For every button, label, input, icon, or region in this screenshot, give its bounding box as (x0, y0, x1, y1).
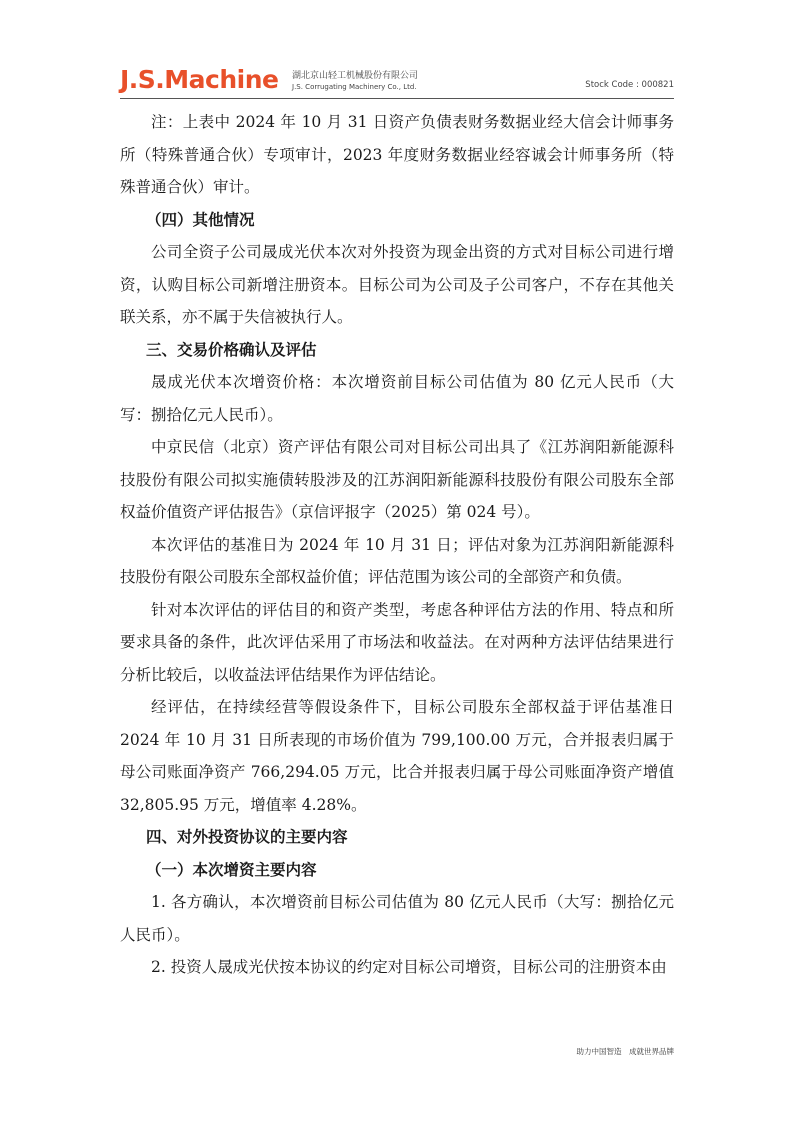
header-divider (120, 98, 674, 99)
stock-code: Stock Code : 000821 (585, 80, 674, 90)
section-4-item-1: 1. 各方确认，本次增资前目标公司估值为 80 亿元人民币（大写：捌拾亿元人民币）。 (120, 893, 674, 944)
section-3-paragraph-1: 晟成光伏本次增资价格：本次增资前目标公司估值为 80 亿元人民币（大写：捌拾亿元人民币）。 (120, 373, 674, 424)
company-logo: J.S.Machine (120, 65, 279, 94)
table-note: 注：上表中 2024 年 10 月 31 日资产负债表财务数据业经大信会计师事务所（特殊普通合伙）专项审计，2023 年度财务数据业经容诚会计师事务所（特殊普通合伙）审计。 (120, 113, 674, 196)
section-3-title: 三、交易价格确认及评估 (146, 340, 317, 359)
section-4-subsection-1-title: （一）本次增资主要内容 (146, 860, 317, 879)
section-3-paragraph-3: 本次评估的基准日为 2024 年 10 月 31 日；评估对象为江苏润阳新能源科技股份有限公司股东全部权益价值；评估范围为该公司的全部资产和负债。 (120, 535, 674, 586)
section-3-paragraph-4: 针对本次评估的评估目的和资产类型，考虑各种评估方法的作用、特点和所要求具备的条件，此次评估采用了市场法和收益法。在对两种方法评估结果进行分析比较后，以收益法评估结果作为评估结论。 (120, 600, 674, 684)
company-name-block (292, 71, 418, 93)
company-name-en: J.S. Corrugating Machinery Co., Ltd. (292, 83, 417, 91)
page-header (120, 66, 674, 96)
section-other-text: 公司全资子公司晟成光伏本次对外投资为现金出资的方式对目标公司进行增资，认购目标公司新增注册资本。目标公司为公司及子公司客户，不存在其他关联关系，亦不属于失信被执行人。 (120, 243, 674, 326)
section-3-paragraph-2: 中京民信（北京）资产评估有限公司对目标公司出具了《江苏润阳新能源科技股份有限公司拟实施债转股涉及的江苏润阳新能源科技股份有限公司股东全部权益价值资产评估报告》（京信评报字（2025）第 024 号）。 (120, 438, 674, 521)
document-body (120, 106, 674, 984)
section-other-title: （四）其他情况 (146, 210, 255, 229)
section-4-title: 四、对外投资协议的主要内容 (146, 828, 348, 846)
section-3-paragraph-5: 经评估，在持续经营等假设条件下，目标公司股东全部权益于评估基准日 2024 年 10 月 31 日所表现的市场价值为 799,100.00 万元，合并报表归属于母公司账面净资产 766,294.05 万元，比合并报表归属于母公司账面净资产增值 32,805.95 万元，增值率 4.28%。 (120, 698, 674, 814)
company-name-cn: 湖北京山轻工机械股份有限公司 (292, 71, 419, 81)
footer-slogan: 助力中国智造 成就世界品牌 (576, 1047, 674, 1056)
section-4-item-2: 2. 投资人晟成光伏按本协议的约定对目标公司增资，目标公司的注册资本由 (151, 958, 667, 976)
